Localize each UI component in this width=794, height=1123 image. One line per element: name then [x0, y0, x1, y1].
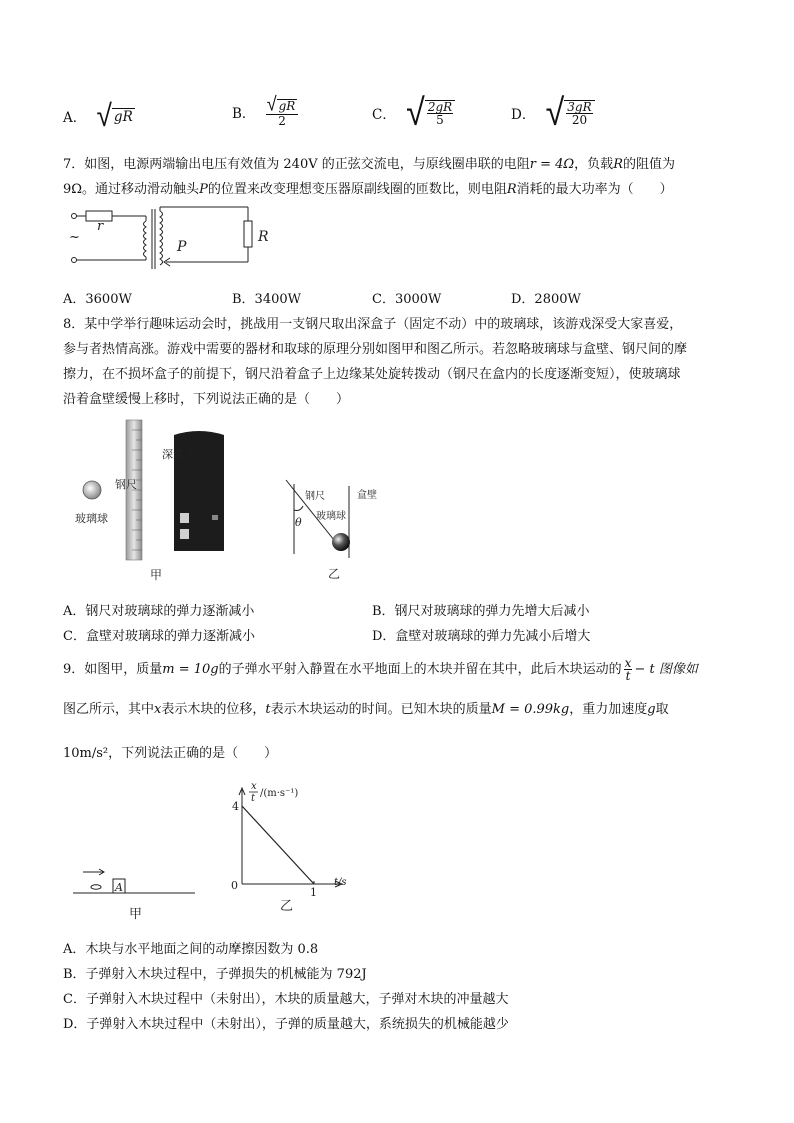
q6-option-d: D． √ $\frac{3gR}{20}$ — [511, 96, 595, 130]
q8-stem-line4: 沿着盒壁缓慢上移时，下列说法正确的是（ ） — [63, 392, 350, 407]
q9-figure-jia — [73, 864, 198, 924]
q6-option-c: C． √ $\frac{2gR}{5}$ — [372, 96, 455, 130]
q9-yi-origin: 0 — [231, 879, 238, 892]
q8-yi-ball-label: 玻璃球 — [316, 511, 346, 522]
q7-option-b: B．3400W — [232, 292, 301, 307]
q8-yi-glass-ball — [332, 533, 350, 551]
q8-option-c: C．盒壁对玻璃球的弹力逐渐减小 — [63, 629, 255, 644]
q9-yi-yunit: /(m·s⁻¹) — [260, 788, 299, 799]
q7-option-c: C．3000W — [372, 292, 442, 307]
q8-jia-box-label: 深盒子 — [162, 448, 195, 461]
q8-yi-theta: θ — [295, 516, 302, 529]
q6-option-a: A． √ gR — [63, 97, 133, 134]
q9-yi-tick-1: 1 — [310, 886, 317, 899]
q7-option-d: D．2800W — [511, 292, 581, 307]
q7-fig-source: ~ — [69, 230, 80, 245]
q8-figure-jia — [70, 415, 240, 587]
q8-stem-line1: 8．某中学举行趣味运动会时，挑战用一支钢尺取出深盒子（固定不动）中的玻璃球，该游戏深受大家喜爱， — [63, 317, 683, 332]
q7-circuit-figure — [66, 203, 276, 275]
q9-option-a: A．木块与水平地面之间的动摩擦因数为 0.8 — [63, 942, 319, 957]
q7-fig-r: r — [97, 219, 104, 234]
q8-jia-ball-label: 玻璃球 — [75, 512, 108, 525]
q9-option-d: D．子弹射入木块过程中（未射出），子弹的质量越大，系统损失的机械能越少 — [63, 1017, 509, 1032]
q9-yi-ylabel-den: t — [251, 793, 256, 804]
q9-yi-xlabel: t/s — [334, 877, 347, 888]
q9-jia-block-label: A — [115, 881, 123, 894]
q7-fig-P: P — [177, 239, 187, 255]
q9-stem-line2: 图乙所示，其中x表示木块的位移，t表示木块运动的时间。已知木块的质量M = 0.99kg，重力加速度g取 — [63, 702, 669, 717]
q8-stem-line2: 参与者热情高涨。游戏中需要的器材和取球的原理分别如图甲和图乙所示。若忽略玻璃球与盒壁、钢尺间的摩 — [63, 342, 688, 357]
q6-option-b: B． √ gR 2 — [232, 96, 298, 127]
q9-yi-caption: 乙 — [280, 899, 294, 914]
q8-jia-caption: 甲 — [150, 568, 163, 582]
q9-stem-line3: 10m/s²，下列说法正确的是（ ） — [63, 746, 278, 761]
q9-figure-yi-graph — [222, 778, 352, 928]
q9-yi-line-series — [242, 806, 314, 884]
q7-fig-R: R — [258, 229, 269, 245]
q9-yi-ylabel-num: x — [251, 781, 257, 792]
q8-yi-ruler-label: 钢尺 — [305, 491, 325, 502]
q8-jia-ruler-label: 钢尺 — [115, 478, 137, 491]
q7-stem-line1: 7．如图，电源两端输出电压有效值为 240V 的正弦交流电，与原线圈串联的电阻r = 4Ω，负载R的阻值为 — [63, 157, 675, 172]
q9-jia-caption: 甲 — [129, 907, 143, 922]
q8-stem-line3: 擦力，在不损坏盒子的前提下，钢尺沿着盒子上边缘某处旋转拨动（钢尺在盒内的长度逐渐变短），使玻璃球 — [63, 367, 681, 382]
q8-option-a: A．钢尺对玻璃球的弹力逐渐减小 — [63, 604, 255, 619]
q8-option-d: D．盒壁对玻璃球的弹力先减小后增大 — [372, 629, 591, 644]
q8-yi-caption: 乙 — [328, 567, 341, 581]
q9-stem-line1: 9．如图甲，质量m = 10g的子弹水平射入静置在水平地面上的木块并留在其中，此后木块运动的 $\frac{x}{t}$ − t 图像如 — [63, 656, 698, 683]
q9-option-b: B．子弹射入木块过程中，子弹损失的机械能为 792J — [63, 967, 367, 982]
q9-option-c: C．子弹射入木块过程中（未射出），木块的质量越大，子弹对木块的冲量越大 — [63, 992, 509, 1007]
q8-option-b: B．钢尺对玻璃球的弹力先增大后减小 — [372, 604, 590, 619]
q7-option-a: A．3600W — [63, 292, 132, 307]
q8-figure-yi — [278, 476, 388, 586]
q9-yi-tick-4: 4 — [232, 800, 239, 813]
q7-stem-line2: 9Ω。通过移动滑动触头P的位置来改变理想变压器原副线圈的匝数比，则电阻R消耗的最大功率为（ ） — [63, 182, 673, 197]
q8-yi-wall-label: 盒壁 — [357, 490, 377, 501]
q8-jia-glass-ball — [83, 481, 101, 499]
